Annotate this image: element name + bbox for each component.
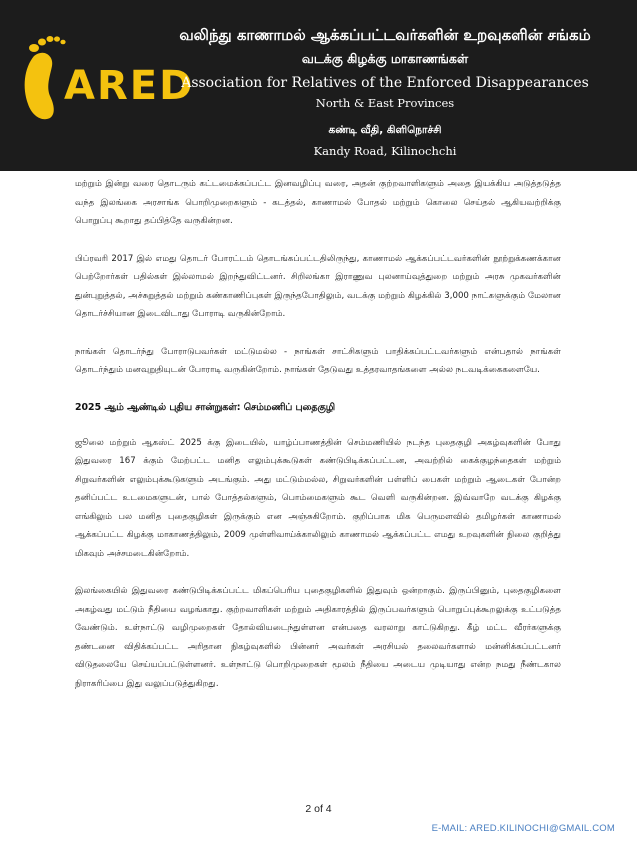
footer-email: E-MAIL: ARED.KILINOCHI@GMAIL.COM (431, 823, 615, 834)
document-body (75, 175, 561, 712)
tamil-address: கண்டி வீதி, கிளிநொச்சி (328, 124, 442, 136)
page-number: 2 of 4 (305, 803, 332, 815)
ared-logo (20, 26, 195, 126)
paragraph: மற்றும் இன்று வரை தொடரும் கட்டமைக்கப்பட்ட இனவழிப்பு வரை, அதன் குற்றவாளிகளும் அதை இயக்கிய அடுத்தடுத்த வந்த இலங்கை அரசாங்க பொறிமுறைகளும் - கடத்தல், காணாமல் போதல் மற்றும் கொலை செய்தல் ஆகியவற்றிக்கு பொறுப்பு கூறாது தப்பித்தே வருகின்றன. (75, 179, 561, 226)
section-heading: 2025 ஆம் ஆண்டில் புதிய சான்றுகள்: செம்மணிப் புதைகுழி (75, 401, 335, 413)
logo-wordmark: ARED (64, 63, 195, 109)
english-address: Kandy Road, Kilinochchi (313, 144, 457, 158)
letterhead (0, 0, 637, 171)
paragraph: பிப்ரவரி 2017 இல் எமது தொடர் போரட்டம் தொடங்கப்பட்டதிலிருந்து, காணாமல் ஆக்கப்பட்டவர்களின் நூற்றுக்கணக்கான பெற்றோர்கள் பதில்கள் இல்லாமல் இறந்துவிட்டனர். சிறிலங்கா இராணுவ புலனாய்வுத்துறை மற்றும் அரசு முகவர்களின் துன்புறுத்தல், அச்சுறுத்தல் மற்றும் கண்காணிப்புகள் இருந்தபோதிலும், வடக்கு மற்றும் கிழக்கில் 3,000 நாட்களுக்கும் மேலான தொடர்ச்சியான இடைவிடாது போராடி வருகின்றோம். (75, 253, 561, 319)
english-title: Association for Relatives of the Enforced Disappearances (181, 75, 589, 91)
paragraph: இலங்கையில் இதுவரை கண்டுபிடிக்கப்பட்ட மிகப்பெரிய புதைகுழிகளில் இதுவும் ஒன்றாகும். இருப்பினும், புதைகுழிகளை அகழ்வது மட்டும் நீதியை வழங்காது. குற்றவாளிகள் மற்றும் அதிகாரத்தில் இருப்பவர்களும் பொறுப்புக்கூறலுக்கு உட்படுத்த வேண்டும். உள்நாட்டு வழிமுறைகள் தோல்வியடைந்துள்ளன என்பதை வரலாறு காட்டுகிறது. கீழ் மட்ட வீரர்களுக்கு தண்டனை விதிக்கப்பட்ட அரிதான நிகழ்வுகளில் பின்னர் அவர்கள் அரசியல் தலைவர்களால் மன்னிக்கப்பட்டனர் விடுதலையே செய்யப்பட்டுள்ளனர். உள்நாட்டு பொறிமுறைகள் மூலம் நீதியை அடைய முடியாது என்ற நமது நீண்டகால நிராகரிப்பை இது வலுப்படுத்துகிறது. (75, 586, 561, 689)
english-subtitle: North & East Provinces (315, 96, 455, 110)
paragraph: ஜூலை மற்றும் ஆகஸ்ட் 2025 க்கு இடையில், யாழ்ப்பாணத்தின் செம்மணியில் நடந்த புதைகுழி அகழ்வுகளின் போது இதுவரை 167 க்கும் மேற்பட்ட மனித எலும்புக்கூடுகள் கண்டுபிடிக்கப்பட்டன, அவற்றில் கைக்குழந்தைகள் மற்றும் சிறுவர்களின் எலும்புக்கூடுகளும் அடங்கும். அது மட்டும்மல்ல, சிறுவர்களின் பள்ளிப் பைகள் மற்றும் ஆடைகள் போன்ற தனிப்பட்ட உடமைகளுடன், பால் போத்தல்களும், பொம்மைகளும் கூட வெளி வருகின்றன. இவ்வாறே வடக்கு கிழக்கு எங்கிலும் பல மனித புதைகுழிகள் இருக்கும் என அஞ்சுகிறோம். குறிப்பாக மிக பெருமளவில் தமிழர்கள் காணாமல் ஆக்கப்பட்ட கிழக்கு மாகாணத்திலும், 2009 முள்ளிவாய்க்காலிலும் காணாமல் ஆக்கப்பட்ட எமது உறவுகளின் நிலை குறித்து மிகவும் அச்சமடைகின்றோம். (75, 437, 561, 559)
paragraph: நாங்கள் தொடர்ந்து போராடுபவர்கள் மட்டுமல்ல - நாங்கள் சாட்சிகளும் பாதிக்கப்பட்டவர்களும் என்பதால் நாங்கள் தொடர்ந்தும் மனவுறுதியுடன் போராடி வருகின்றோம். நாங்கள் தேடுவது உத்தரவாதங்களை அல்ல நடவடிக்கைகளையே. (75, 346, 561, 375)
tamil-title: வலிந்து காணாமல் ஆக்கப்பட்டவர்களின் உறவுகளின் சங்கம் (179, 26, 591, 44)
tamil-subtitle: வடக்கு கிழக்கு மாகாணங்கள் (301, 51, 469, 66)
